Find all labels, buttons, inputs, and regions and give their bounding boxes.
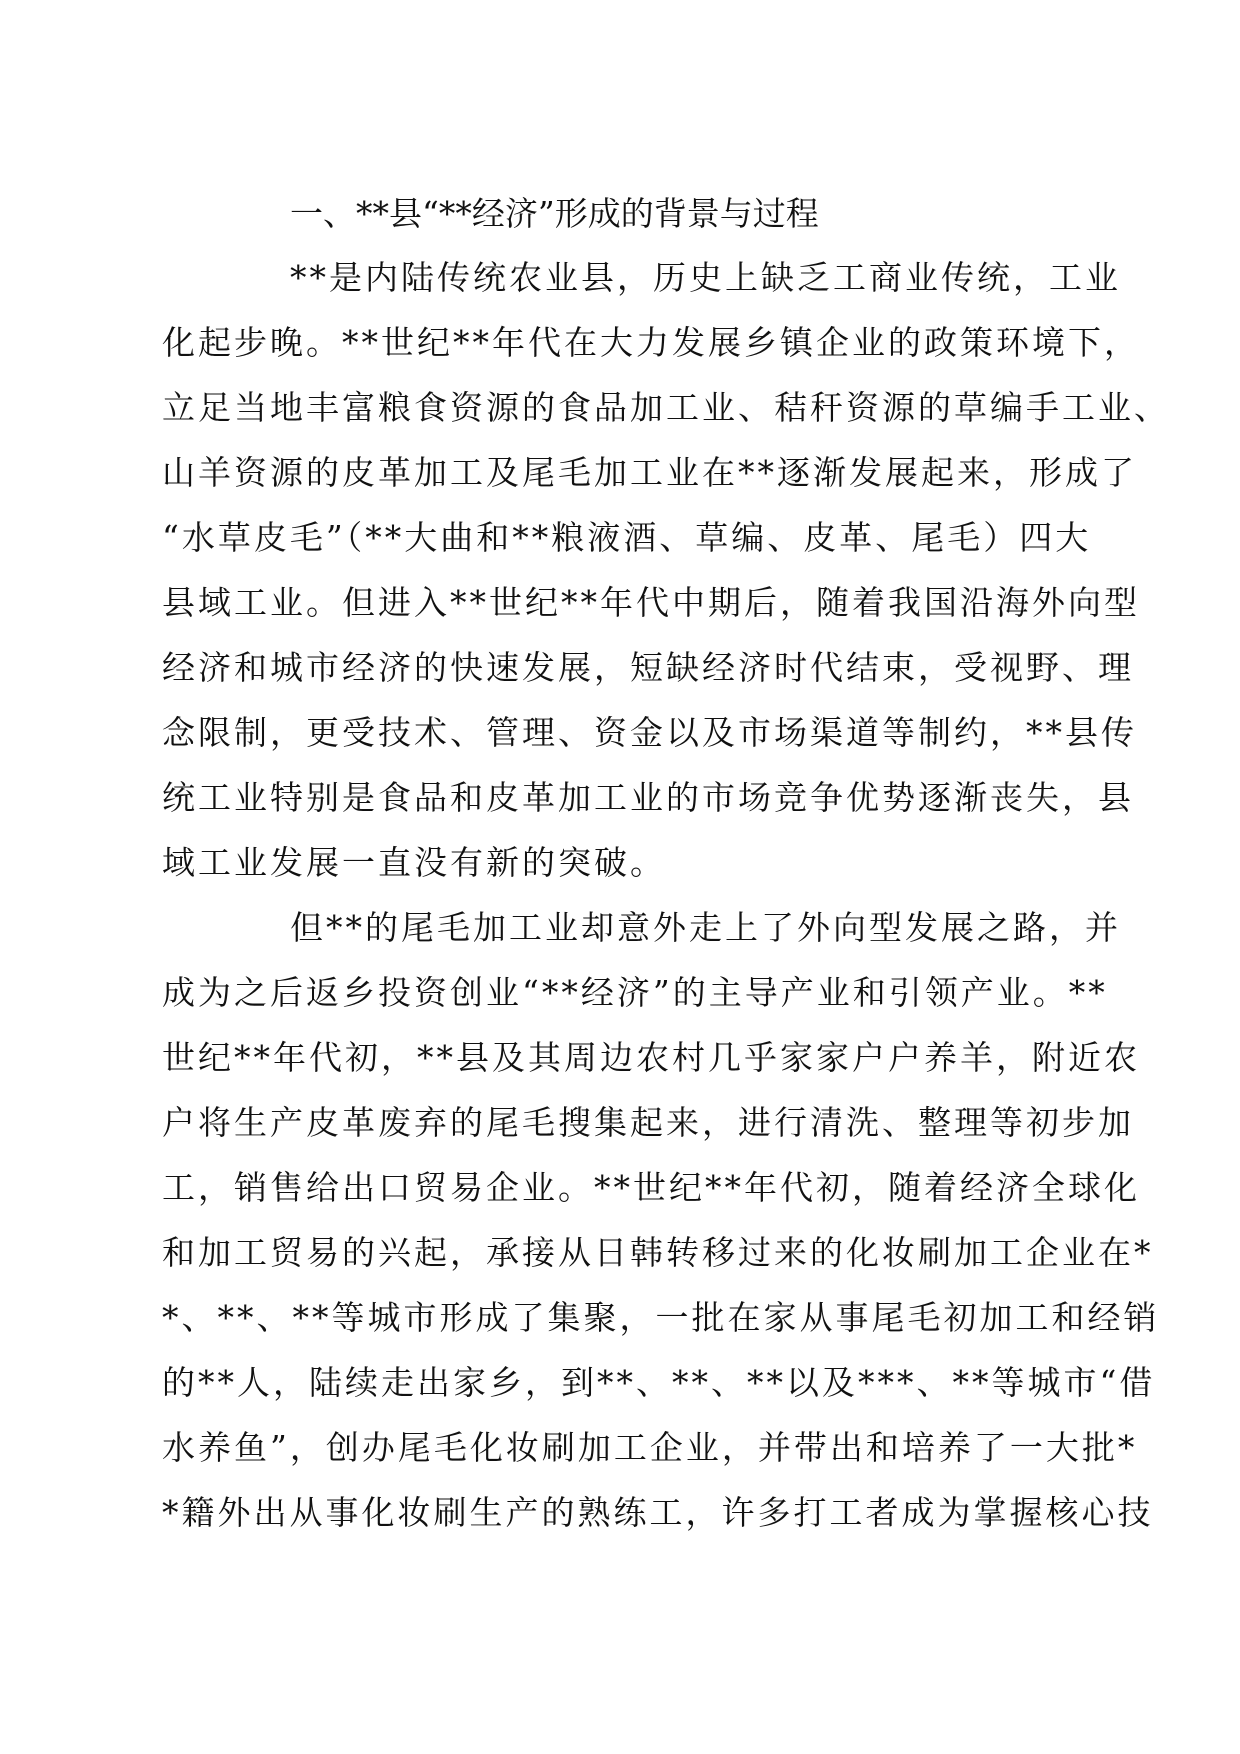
paragraph-1-line-4: 山羊资源的皮革加工及尾毛加工业在**逐渐发展起来，形成了	[162, 453, 1137, 492]
paragraph-2-line-3: 世纪**年代初，**县及其周边农村几乎家家户户养羊，附近农	[162, 1038, 1140, 1077]
section-heading: 一、**县“**经济”形成的背景与过程	[290, 194, 819, 233]
paragraph-1-line-2: 化起步晚。**世纪**年代在大力发展乡镇企业的政策环境下，	[162, 323, 1140, 362]
paragraph-1-line-5: “水草皮毛”（**大曲和**粮液酒、草编、皮革、尾毛）四大	[162, 518, 1092, 557]
paragraph-2-line-4: 户将生产皮革废弃的尾毛搜集起来，进行清洗、整理等初步加	[162, 1103, 1134, 1142]
paragraph-1-line-7: 经济和城市经济的快速发展，短缺经济时代结束，受视野、理	[162, 648, 1134, 687]
paragraph-2-line-10: *籍外出从事化妆刷生产的熟练工，许多打工者成为掌握核心技	[162, 1493, 1154, 1532]
paragraph-2-line-5: 工，销售给出口贸易企业。**世纪**年代初，随着经济全球化	[162, 1168, 1140, 1207]
paragraph-2-line-6: 和加工贸易的兴起，承接从日韩转移过来的化妆刷加工企业在*	[162, 1233, 1154, 1272]
paragraph-1-line-9: 统工业特别是食品和皮革加工业的市场竞争优势逐渐丧失，县	[162, 778, 1134, 817]
paragraph-1-line-10: 域工业发展一直没有新的突破。	[162, 843, 666, 882]
paragraph-2-line-9: 水养鱼”，创办尾毛化妆刷加工企业，并带出和培养了一大批*	[162, 1428, 1138, 1467]
paragraph-2-line-7: *、**、**等城市形成了集聚，一批在家从事尾毛初加工和经销	[162, 1298, 1160, 1337]
paragraph-1-line-3: 立足当地丰富粮食资源的食品加工业、秸秆资源的草编手工业、	[162, 388, 1170, 427]
paragraph-1-line-6: 县域工业。但进入**世纪**年代中期后，随着我国沿海外向型	[162, 583, 1140, 622]
paragraph-1-line-8: 念限制，更受技术、管理、资金以及市场渠道等制约，**县传	[162, 713, 1137, 752]
paragraph-2-line-1: 但**的尾毛加工业却意外走上了外向型发展之路，并	[290, 908, 1121, 947]
paragraph-2-line-2: 成为之后返乡投资创业“**经济”的主导产业和引领产业。**	[162, 973, 1108, 1012]
paragraph-1-line-1: **是内陆传统农业县，历史上缺乏工商业传统，工业	[290, 258, 1121, 297]
paragraph-2-line-8: 的**人，陆续走出家乡，到**、**、**以及***、**等城市“借	[162, 1363, 1156, 1402]
